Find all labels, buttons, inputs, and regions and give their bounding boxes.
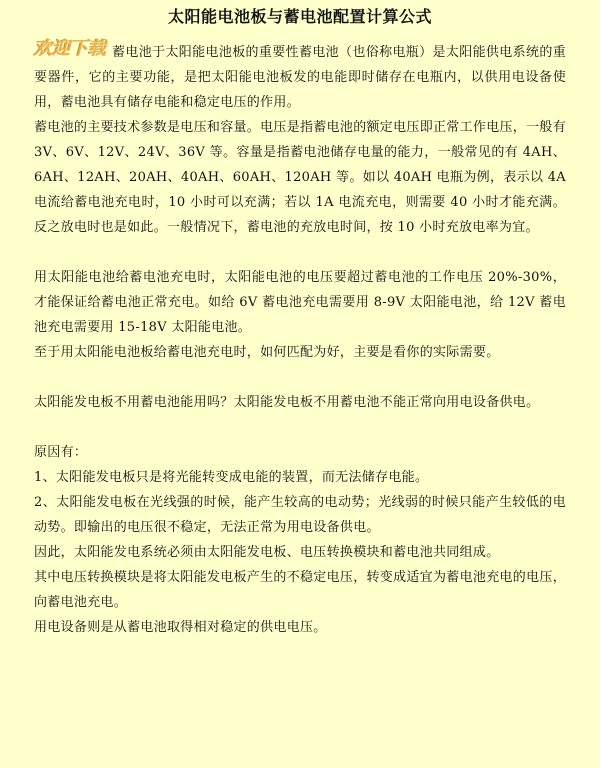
document-title: 太阳能电池板与蓄电池配置计算公式 — [167, 7, 432, 26]
document-body — [34, 40, 566, 640]
download-watermark: 欢迎下载 — [34, 38, 106, 59]
paragraph-battery-importance: 蓄电池于太阳能电池板的重要性蓄电池（也俗称电瓶）是太阳能供电系统的重要器件，它的主要功能，是把太阳能电池板发的电能即时储存在电瓶内，以供用电设备使用，蓄电池具有储存电能和稳定电压的作用。 — [34, 45, 566, 110]
paragraph-voltage-module: 其中电压转换模块是将太阳能发电板产生的不稳定电压，转变成适宜为蓄电池充电的电压，向蓄电池充电。 — [34, 570, 567, 610]
paragraph-question: 太阳能发电板不用蓄电池能用吗？太阳能发电板不用蓄电池不能正常向用电设备供电。 — [34, 395, 540, 410]
paragraph-system-composition: 因此，太阳能发电系统必须由太阳能发电板、电压转换模块和蓄电池共同组成。 — [34, 545, 500, 560]
paragraph-reason-1: 1、太阳能发电板只是将光能转变成电能的装置，而无法储存电能。 — [34, 470, 429, 485]
spacer — [34, 240, 566, 265]
paragraph-reason-2: 2、太阳能发电板在光线强的时候，能产生较高的电动势；光线弱的时候只能产生较低的电动势。即输出的电压很不稳定，无法正常为用电设备供电。 — [34, 495, 566, 535]
spacer — [34, 415, 566, 440]
paragraph-reasons-heading: 原因有： — [34, 445, 88, 460]
spacer — [34, 365, 566, 390]
paragraph-load-supply: 用电设备则是从蓄电池取得相对稳定的供电电压。 — [34, 620, 327, 635]
paragraph-battery-parameters: 蓄电池的主要技术参数是电压和容量。电压是指蓄电池的额定电压即正常工作电压，一般有 3V、6V、12V、24V、36V 等。容量是指蓄电池储存电量的能力，一般常见的有 4AH、6AH、12AH、20AH、40AH、60AH、120AH 等。如以 40AH 电瓶为例，表示以 4A 电流给蓄电池充电时，10 小时可以充满；若以 1A 电流充电，则需要 40 小时才能充满。反之放电时也是如此。一般情况下，蓄电池的充放电时间，按 10 小时充放电率为宜。 — [34, 120, 567, 235]
paragraph-charging-voltage: 用太阳能电池给蓄电池充电时，太阳能电池的电压要超过蓄电池的工作电压 20%-30%，才能保证给蓄电池正常充电。如给 6V 蓄电池充电需要用 8-9V 太阳能电池，给 12V 蓄电池充电需要用 15-18V 太阳能电池。 — [34, 270, 566, 335]
paragraph-matching: 至于用太阳能电池板给蓄电池充电时，如何匹配为好，主要是看你的实际需要。 — [34, 345, 500, 360]
